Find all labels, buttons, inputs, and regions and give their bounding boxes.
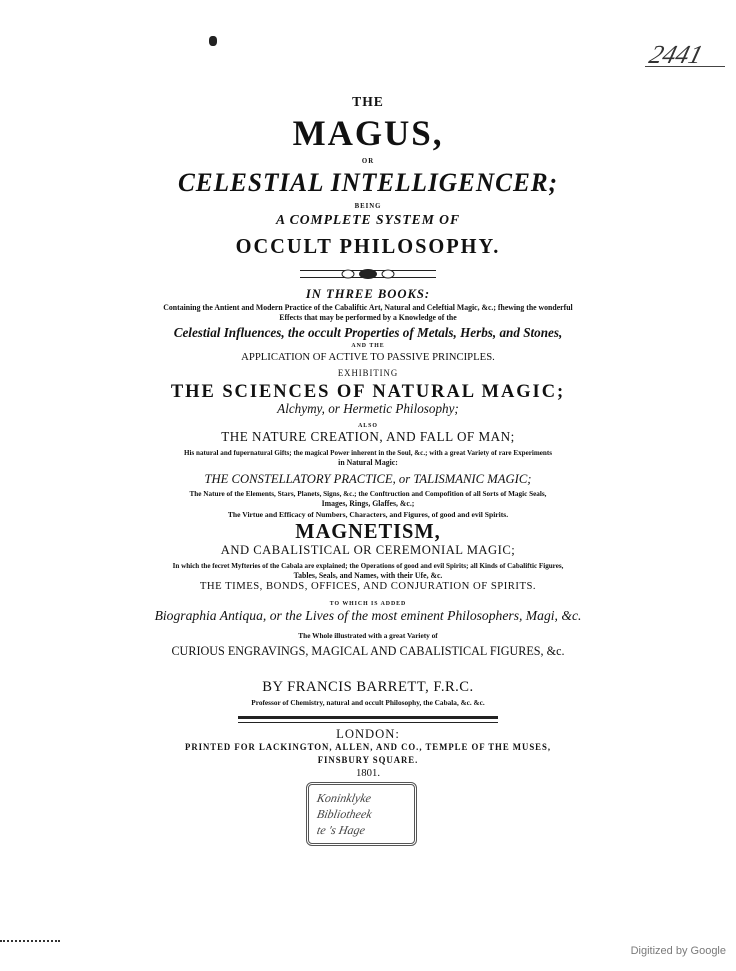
to-which-is-added: TO WHICH IS ADDED: [329, 601, 407, 607]
ornament-rule: [300, 270, 436, 278]
edge-mark: [0, 940, 60, 942]
application: APPLICATION OF ACTIVE TO PASSIVE PRINCIPLES.: [241, 351, 495, 363]
author-line: BY FRANCIS BARRETT, F.R.C.: [262, 679, 474, 695]
library-stamp: [306, 782, 417, 846]
title-complete-system: A COMPLETE SYSTEM OF: [275, 213, 461, 228]
double-rule: [238, 716, 498, 723]
alchymy: Alchymy, or Hermetic Philosophy;: [277, 401, 459, 416]
title-being: BEING: [354, 202, 382, 210]
title-the: THE: [352, 95, 384, 110]
illustrated-line: The Whole illustrated with a great Variety of: [298, 631, 438, 640]
stamp-line-2: Bibliotheek: [315, 807, 373, 821]
celestial-influences: Celestial Influences, the occult Properties of Metals, Herbs, and Stones,: [173, 325, 563, 340]
virtue-line: The Virtue and Efficacy of Numbers, Characters, and Figures, of good and evil Spirits.: [227, 510, 509, 519]
exhibiting: EXHIBITING: [337, 368, 399, 378]
imprint-year: 1801.: [355, 767, 381, 779]
cabalistical-magic: AND CABALISTICAL OR CEREMONIAL MAGIC;: [220, 542, 516, 557]
curious-engravings: CURIOUS ENGRAVINGS, MAGICAL AND CABALISTICAL FIGURES, &c.: [171, 644, 565, 658]
shelfmark: 2441: [646, 40, 707, 69]
imprint-printed: PRINTED FOR LACKINGTON, ALLEN, AND CO., TEMPLE OF THE MUSES,: [185, 742, 551, 752]
ink-spot: [209, 36, 217, 46]
containing-line-1: Containing the Antient and Modern Practice of the Cabaliftic Art, Natural and Celeftial Magic, &c.; fhewing the wonderful: [163, 303, 573, 312]
title-celestial: CELESTIAL INTELLIGENCER;: [177, 168, 559, 197]
biographia: Biographia Antiqua, or the Lives of the most eminent Philosophers, Magi, &c.: [154, 609, 582, 624]
title-occult: OCCULT PHILOSOPHY.: [235, 234, 501, 258]
three-books: IN THREE BOOKS:: [305, 286, 431, 301]
containing-line-2: Effects that may be performed by a Knowledge of the: [279, 313, 457, 322]
sciences-of-natural-magic: THE SCIENCES OF NATURAL MAGIC;: [170, 381, 566, 402]
and-the: AND THE: [351, 343, 385, 349]
imprint-city: LONDON:: [336, 726, 400, 741]
imprint-square: FINSBURY SQUARE.: [317, 755, 419, 765]
gifts-line-1: His natural and fupernatural Gifts; the magical Power inherent in the Soul, &c.; with a great Variety of rare Experiments: [183, 448, 552, 457]
nature-creation: THE NATURE CREATION, AND FALL OF MAN;: [221, 429, 515, 444]
secret-line-1: In which the fecret Myfteries of the Cabala are explained; the Operations of good and evil Spirits; all Kinds of Cabaliftic Figures,: [172, 561, 564, 570]
digitized-watermark: Digitized by Google: [630, 945, 726, 957]
gifts-line-2: in Natural Magic:: [338, 458, 398, 467]
magnetism: MAGNETISM,: [295, 519, 441, 543]
elements-line-2: Images, Rings, Glaffes, &c.;: [321, 499, 415, 508]
stamp-line-1: Koninklyke: [315, 791, 373, 805]
title-magus: MAGUS,: [292, 113, 444, 153]
also: ALSO: [358, 423, 378, 429]
title-or: OR: [361, 157, 375, 165]
stamp-line-3: te 's Hage: [315, 823, 367, 837]
constellatory-practice: THE CONSTELLATORY PRACTICE, or TALISMANIC MAGIC;: [204, 471, 532, 486]
elements-line-1: The Nature of the Elements, Stars, Planets, Signs, &c.; the Conftruction and Compofition of all Sorts of Magic Seals,: [189, 489, 547, 498]
author-professor: Professor of Chemistry, natural and occult Philosophy, the Cabala, &c. &c.: [251, 698, 485, 707]
times-bonds: THE TIMES, BONDS, OFFICES, AND CONJURATION OF SPIRITS.: [199, 580, 537, 592]
shelfmark-underline: [645, 66, 725, 67]
secret-line-2: Tables, Seals, and Names, with their Ufe, &c.: [293, 571, 443, 580]
